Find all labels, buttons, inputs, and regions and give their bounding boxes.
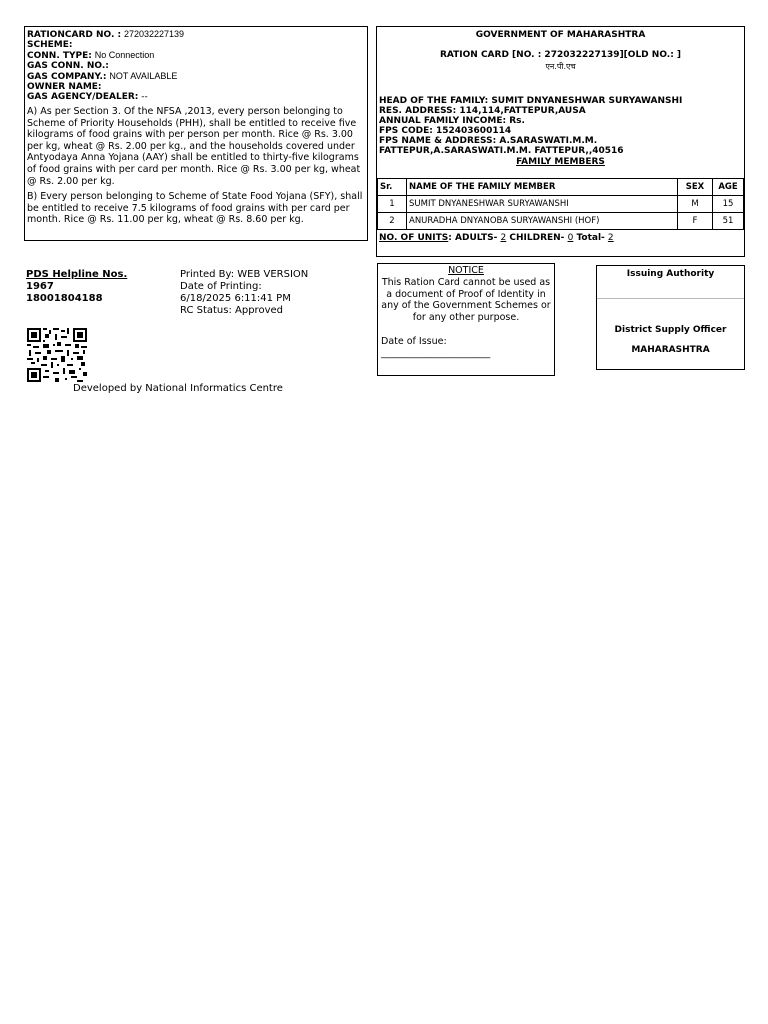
gas-conn-label: GAS CONN. NO.: bbox=[27, 61, 109, 71]
conn-type-value: No Connection bbox=[94, 50, 155, 60]
units-label: NO. OF UNITS bbox=[379, 233, 449, 243]
print-info-block bbox=[180, 269, 308, 317]
member-sex: F bbox=[678, 213, 713, 230]
table-header-row bbox=[378, 179, 744, 196]
col-name: NAME OF THE FAMILY MEMBER bbox=[407, 179, 678, 196]
member-sr: 2 bbox=[378, 213, 407, 230]
signature-divider bbox=[597, 298, 744, 299]
col-sr: Sr. bbox=[378, 179, 407, 196]
notice-body: This Ration Card cannot be used as a document of Proof of Identity in any of the Government Schemes or for any other purpose. bbox=[381, 276, 551, 324]
ration-card-number-line: RATION CARD [NO. : 272032227139][OLD NO.: ] bbox=[439, 50, 682, 60]
date-of-printing-label: Date of Printing: bbox=[180, 281, 262, 292]
gas-agency-label: GAS AGENCY/DEALER: bbox=[27, 92, 139, 102]
entitlement-para-b: B) Every person belonging to Scheme of State Food Yojana (SFY), shall be entitled to receive 7.5 kilograms of food grains with per card per month. Rice @ Rs. 11.00 per kg, wheat @ Rs. 8.60 per kg. bbox=[27, 191, 363, 226]
government-card-box bbox=[376, 26, 745, 257]
gas-company-label: GAS COMPANY.: bbox=[27, 72, 107, 82]
helpline-number-1: 1967 bbox=[26, 281, 54, 292]
member-sr: 1 bbox=[378, 196, 407, 213]
conn-type-label: CONN. TYPE: bbox=[27, 51, 92, 61]
family-members-table bbox=[377, 178, 744, 230]
gas-company-value: NOT AVAILABLE bbox=[109, 71, 178, 81]
category-hindi: एन.पी.एच bbox=[545, 62, 576, 71]
date-of-printing-value: 6/18/2025 6:11:41 PM bbox=[180, 293, 291, 304]
fps-name-address-cont: FATTEPUR,A.SARASWATI.M.M. FATTEPUR,,40516 bbox=[379, 146, 624, 156]
table-row bbox=[378, 213, 744, 230]
rc-status: RC Status: Approved bbox=[180, 305, 283, 316]
date-of-issue-line: _______________________ bbox=[381, 347, 491, 359]
issuing-officer: District Supply Officer bbox=[614, 325, 727, 335]
family-members-title: FAMILY MEMBERS bbox=[516, 157, 605, 167]
member-sex: M bbox=[678, 196, 713, 213]
notice-box bbox=[377, 263, 555, 376]
qr-code-icon bbox=[27, 328, 87, 382]
member-age: 15 bbox=[713, 196, 744, 213]
fps-code: FPS CODE: 152403600114 bbox=[379, 126, 512, 136]
issuing-authority-box bbox=[596, 265, 745, 370]
rationcard-value: 272032227139 bbox=[123, 29, 185, 39]
col-sex: SEX bbox=[678, 179, 713, 196]
gov-title: GOVERNMENT OF MAHARASHTRA bbox=[475, 30, 646, 40]
developed-by: Developed by National Informatics Centre bbox=[73, 383, 283, 394]
date-of-issue-label: Date of Issue: bbox=[381, 335, 447, 347]
member-name: ANURADHA DNYANOBA SURYAWANSHI (HOF) bbox=[407, 213, 678, 230]
helpline-title: PDS Helpline Nos. bbox=[26, 269, 128, 280]
rationcard-row bbox=[27, 29, 365, 40]
total-value: 2 bbox=[607, 233, 614, 243]
scheme-label: SCHEME: bbox=[27, 40, 73, 50]
children-value: 0 bbox=[567, 233, 574, 243]
residential-address: RES. ADDRESS: 114,114,FATTEPUR,AUSA bbox=[379, 106, 586, 116]
member-name: SUMIT DNYANESHWAR SURYAWANSHI bbox=[407, 196, 678, 213]
ration-card-details-box bbox=[24, 26, 368, 241]
rationcard-label: RATIONCARD NO. : bbox=[27, 30, 122, 40]
table-row bbox=[378, 196, 744, 213]
notice-title: NOTICE bbox=[448, 265, 484, 276]
total-label: Total- bbox=[576, 233, 605, 243]
children-label: CHILDREN- bbox=[509, 233, 565, 243]
units-line bbox=[377, 230, 744, 243]
helpline-number-2: 18001804188 bbox=[26, 293, 103, 304]
owner-name-label: OWNER NAME: bbox=[27, 82, 102, 92]
col-age: AGE bbox=[713, 179, 744, 196]
annual-income: ANNUAL FAMILY INCOME: Rs. bbox=[379, 116, 525, 126]
fps-name-address: FPS NAME & ADDRESS: A.SARASWATI.M.M. bbox=[379, 136, 598, 146]
member-age: 51 bbox=[713, 213, 744, 230]
issuing-state: MAHARASHTRA bbox=[631, 345, 710, 355]
gas-agency-value: -- bbox=[141, 92, 148, 102]
helpline-block bbox=[26, 269, 127, 305]
family-head-info bbox=[377, 96, 744, 156]
qr-code bbox=[27, 328, 87, 382]
printed-by: Printed By: WEB VERSION bbox=[180, 269, 309, 280]
issuing-authority-title: Issuing Authority bbox=[626, 269, 715, 279]
adults-label: : ADULTS- bbox=[448, 233, 498, 243]
head-of-family: HEAD OF THE FAMILY: SUMIT DNYANESHWAR SURYAWANSHI bbox=[379, 96, 683, 106]
adults-value: 2 bbox=[500, 233, 507, 243]
entitlement-para-a: A) As per Section 3. Of the NFSA ,2013, every person belonging to Scheme of Priority Households (PHH), shall be entitled to receive five kilograms of food grains with per person per month. Rice @ Rs. 3.00 per kg, wheat @ Rs. 2.00 per kg., and the households covered under Antyodaya Anna Yojana (AAY) shall be entitled to thirty-five kilograms of food grains with per card per month. Rice @ Rs. 3.00 per kg, wheat @ Rs. 2.00 per kg. bbox=[27, 106, 361, 187]
